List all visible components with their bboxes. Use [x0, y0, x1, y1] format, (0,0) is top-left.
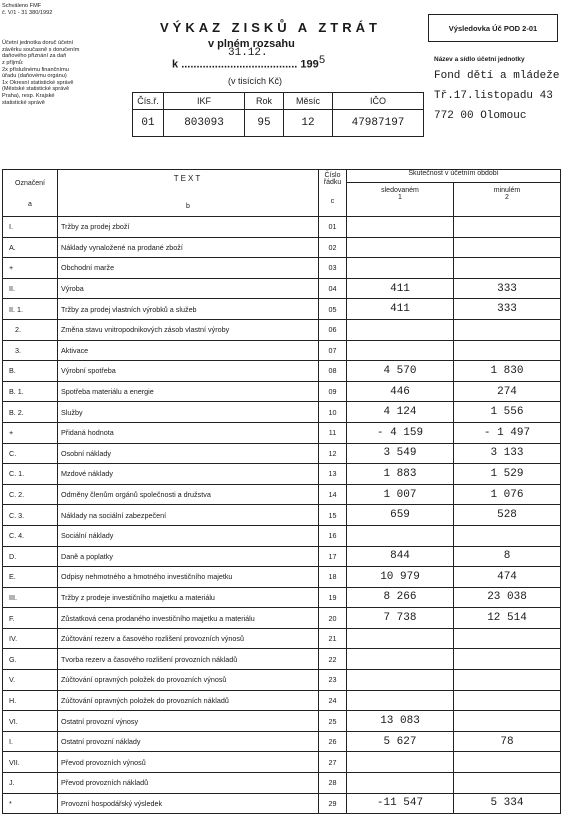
row-value-previous: 23 038: [454, 587, 561, 608]
row-number: 09: [319, 381, 347, 402]
row-number: 14: [319, 484, 347, 505]
table-row: [3, 319, 561, 340]
table-row: [3, 299, 561, 320]
row-code: 2.: [3, 319, 58, 340]
id-value-ico: 47987197: [333, 110, 424, 137]
table-row: [3, 628, 561, 649]
id-value-month: 12: [284, 110, 333, 137]
col-header-text: [58, 170, 319, 217]
table-row: [3, 731, 561, 752]
entity-address-line: 772 00 Olomouc: [434, 110, 527, 122]
row-value-current: - 4 159: [347, 422, 454, 443]
col-header-skutecnost: Skutečnost v účetním období: [347, 170, 561, 183]
row-code: D.: [3, 546, 58, 567]
row-value-previous: 1 076: [454, 484, 561, 505]
note-line: 1x Okresní statistické správě: [2, 79, 74, 86]
row-text: Osobní náklady: [58, 443, 319, 464]
row-value-current: 8 266: [347, 587, 454, 608]
table-row: [3, 340, 561, 361]
row-value-previous: 333: [454, 299, 561, 320]
row-value-current: 5 627: [347, 731, 454, 752]
id-header: IČO: [333, 93, 424, 110]
row-code: C. 4.: [3, 525, 58, 546]
note-line: (Městské statistické správě: [2, 86, 70, 93]
row-value-current: [347, 690, 454, 711]
table-row: [3, 608, 561, 629]
row-code: II.: [3, 278, 58, 299]
row-value-previous: [454, 773, 561, 794]
note-line: Schváleno FMF: [2, 3, 42, 9]
row-value-previous: 3 133: [454, 443, 561, 464]
row-value-previous: [454, 525, 561, 546]
row-value-current: 411: [347, 299, 454, 320]
row-code: II. 1.: [3, 299, 58, 320]
row-code: F.: [3, 608, 58, 629]
table-body: [3, 217, 561, 814]
row-value-previous: 78: [454, 731, 561, 752]
table-row: [3, 525, 561, 546]
row-value-previous: [454, 752, 561, 773]
id-header: Rok: [245, 93, 284, 110]
row-value-current: [347, 670, 454, 691]
row-text: Změna stavu vnitropodnikových zásob vlastní výroby: [58, 319, 319, 340]
row-value-current: [347, 773, 454, 794]
date-year-prefix: 199: [300, 58, 319, 71]
form-id-box: Výsledovka Úč POD 2-01: [428, 14, 558, 42]
col-header-label: Označení: [15, 180, 45, 187]
row-code: C. 1.: [3, 464, 58, 485]
row-text: Odpisy nehmotného a hmotného investičního majetku: [58, 567, 319, 588]
note-line: daňového přiznání za daň: [2, 53, 67, 60]
table-row: [3, 752, 561, 773]
row-value-current: [347, 319, 454, 340]
col-subheader: 2: [505, 194, 509, 201]
id-header: Měsíc: [284, 93, 333, 110]
row-code: V.: [3, 670, 58, 691]
row-value-current: 1 883: [347, 464, 454, 485]
note-line: závěrku současně s doručením: [2, 46, 80, 53]
row-value-current: [347, 752, 454, 773]
table-row: [3, 422, 561, 443]
row-value-current: [347, 649, 454, 670]
row-number: 04: [319, 278, 347, 299]
row-value-current: [347, 217, 454, 238]
col-header-label: sledovaném: [381, 187, 419, 194]
row-code: VI.: [3, 711, 58, 732]
row-code: C. 2.: [3, 484, 58, 505]
row-number: 24: [319, 690, 347, 711]
row-text: Tržby za prodej zboží: [58, 217, 319, 238]
row-text: Převod provozních nákladů: [58, 773, 319, 794]
row-text: Spotřeba materiálu a energie: [58, 381, 319, 402]
row-text: Odměny členům orgánů společnosti a družstva: [58, 484, 319, 505]
row-text: Zúčtování opravných položek do provozních výnosů: [58, 670, 319, 691]
row-code: IV.: [3, 628, 58, 649]
row-value-current: 844: [347, 546, 454, 567]
id-header: IKF: [164, 93, 245, 110]
col-subheader: c: [330, 198, 335, 205]
row-value-previous: 1 830: [454, 361, 561, 382]
row-number: 20: [319, 608, 347, 629]
table-row: [3, 793, 561, 814]
report-title: VÝKAZ ZISKŮ A ZTRÁT: [160, 20, 381, 35]
table-row: [3, 711, 561, 732]
id-value-row-number: 01: [133, 110, 164, 137]
row-text: Zúčtování opravných položek do provozních nákladů: [58, 690, 319, 711]
row-value-current: [347, 525, 454, 546]
row-code: G.: [3, 649, 58, 670]
row-number: 01: [319, 217, 347, 238]
row-value-current: 3 549: [347, 443, 454, 464]
table-row: [3, 361, 561, 382]
row-number: 08: [319, 361, 347, 382]
note-line: č. V/1 - 31 380/1992: [2, 9, 53, 16]
row-value-current: [347, 628, 454, 649]
table-row: [3, 278, 561, 299]
table-row: [3, 258, 561, 279]
row-text: Náklady na sociální zabezpečení: [58, 505, 319, 526]
units-note: (v tisících Kč): [228, 76, 283, 86]
row-value-current: 4 570: [347, 361, 454, 382]
row-value-previous: [454, 340, 561, 361]
row-value-current: 411: [347, 278, 454, 299]
row-value-previous: 1 556: [454, 402, 561, 423]
table-row: [3, 505, 561, 526]
date-dots: ......................................: [181, 58, 298, 71]
id-value-year: 95: [245, 110, 284, 137]
row-value-current: 10 979: [347, 567, 454, 588]
table-row: [3, 670, 561, 691]
table-row: [3, 484, 561, 505]
row-value-current: 1 007: [347, 484, 454, 505]
row-value-current: [347, 258, 454, 279]
col-subheader: b: [186, 203, 190, 210]
row-code: 3.: [3, 340, 58, 361]
id-header: Čís.ř.: [133, 93, 164, 110]
row-value-current: 7 738: [347, 608, 454, 629]
row-number: 06: [319, 319, 347, 340]
row-text: Zůstatková cena prodaného investičního majetku a materiálu: [58, 608, 319, 629]
row-value-previous: 1 529: [454, 464, 561, 485]
row-text: Mzdové náklady: [58, 464, 319, 485]
row-value-current: [347, 237, 454, 258]
identification-table: [132, 92, 424, 137]
note-line: Účetní jednotka doruč účetní: [2, 40, 74, 47]
row-text: Převod provozních výnosů: [58, 752, 319, 773]
entity-name-label: Název a sídlo účetní jednotky: [434, 56, 525, 63]
table-row: [3, 464, 561, 485]
row-value-previous: [454, 319, 561, 340]
row-text: Zúčtování rezerv a časového rozlišení provozních výnosů: [58, 628, 319, 649]
note-line: Praha), resp. Krajské: [2, 92, 55, 99]
row-value-previous: [454, 258, 561, 279]
row-number: 25: [319, 711, 347, 732]
row-value-previous: 274: [454, 381, 561, 402]
row-text: Tržby za prodej vlastních výrobků a služeb: [58, 299, 319, 320]
table-row: [3, 567, 561, 588]
row-number: 16: [319, 525, 347, 546]
table-row: [3, 443, 561, 464]
table-row: [3, 546, 561, 567]
row-text: Služby: [58, 402, 319, 423]
row-code: +: [3, 258, 58, 279]
profit-loss-table: [2, 169, 561, 814]
row-text: Aktivace: [58, 340, 319, 361]
row-text: Přidaná hodnota: [58, 422, 319, 443]
row-code: C. 3.: [3, 505, 58, 526]
col-header-oznaceni: [3, 170, 58, 217]
row-value-previous: [454, 628, 561, 649]
date-prefix: k: [172, 58, 179, 71]
row-code: B.: [3, 361, 58, 382]
row-value-previous: 333: [454, 278, 561, 299]
row-number: 17: [319, 546, 347, 567]
entity-address-line: Fond dětí a mládeže: [434, 70, 560, 82]
row-code: C.: [3, 443, 58, 464]
row-text: Ostatní provozní náklady: [58, 731, 319, 752]
row-number: 10: [319, 402, 347, 423]
row-value-current: 13 083: [347, 711, 454, 732]
row-number: 02: [319, 237, 347, 258]
table-row: [3, 217, 561, 238]
row-number: 03: [319, 258, 347, 279]
row-code: B. 2.: [3, 402, 58, 423]
row-text: Náklady vynaložené na prodané zboží: [58, 237, 319, 258]
report-subtitle: v plném rozsahu: [208, 38, 295, 50]
row-value-previous: 528: [454, 505, 561, 526]
row-number: 07: [319, 340, 347, 361]
date-year-digit: 5: [318, 55, 326, 67]
row-text: Tržby z prodeje investičního majetku a materiálu: [58, 587, 319, 608]
row-value-current: 659: [347, 505, 454, 526]
row-text: Tvorba rezerv a časového rozlišení provozních nákladů: [58, 649, 319, 670]
row-code: E.: [3, 567, 58, 588]
row-code: H.: [3, 690, 58, 711]
row-code: I.: [3, 731, 58, 752]
row-value-previous: 5 334: [454, 793, 561, 814]
date-day: 31.12.: [228, 47, 268, 59]
row-number: 22: [319, 649, 347, 670]
row-value-previous: - 1 497: [454, 422, 561, 443]
row-code: J.: [3, 773, 58, 794]
entity-address-line: Tř.17.listopadu 43: [434, 90, 553, 102]
note-line: statistické správě: [2, 99, 45, 106]
row-value-current: [347, 340, 454, 361]
row-text: Provozní hospodářský výsledek: [58, 793, 319, 814]
table-row: [3, 587, 561, 608]
row-text: Výrobní spotřeba: [58, 361, 319, 382]
row-number: 12: [319, 443, 347, 464]
row-text: Ostatní provozní výnosy: [58, 711, 319, 732]
row-value-previous: [454, 649, 561, 670]
row-value-current: -11 547: [347, 793, 454, 814]
row-text: Výroba: [58, 278, 319, 299]
note-line: z příjmů:: [2, 59, 24, 66]
table-row: [3, 237, 561, 258]
row-code: III.: [3, 587, 58, 608]
col-header-cislo: [319, 170, 347, 217]
col-header-label: Číslo řádku: [323, 172, 342, 186]
row-value-previous: [454, 711, 561, 732]
row-value-current: 4 124: [347, 402, 454, 423]
col-subheader: a: [28, 201, 32, 208]
row-code: I.: [3, 217, 58, 238]
row-text: Sociální náklady: [58, 525, 319, 546]
id-value-ikf: 803093: [164, 110, 245, 137]
table-row: [3, 381, 561, 402]
row-code: A.: [3, 237, 58, 258]
row-value-previous: 8: [454, 546, 561, 567]
row-number: 11: [319, 422, 347, 443]
approval-notes: [2, 3, 128, 106]
table-row: [3, 649, 561, 670]
note-line: úřadu (daňovému orgánu): [2, 73, 67, 80]
note-line: 2x příslušnému finančnímu: [2, 66, 69, 73]
col-header-label: TEXT: [173, 174, 203, 183]
row-number: 21: [319, 628, 347, 649]
col-header-minulem: [454, 183, 561, 217]
row-text: Obchodní marže: [58, 258, 319, 279]
row-code: B. 1.: [3, 381, 58, 402]
col-header-sledovanem: [347, 183, 454, 217]
row-value-current: 446: [347, 381, 454, 402]
row-number: 23: [319, 670, 347, 691]
row-value-previous: [454, 217, 561, 238]
table-row: [3, 690, 561, 711]
row-number: 15: [319, 505, 347, 526]
col-header-label: minulém: [493, 187, 521, 194]
table-row: [3, 773, 561, 794]
row-code: +: [3, 422, 58, 443]
row-code: *: [3, 793, 58, 814]
row-value-previous: [454, 237, 561, 258]
report-date: [172, 47, 326, 71]
col-subheader: 1: [398, 194, 402, 201]
row-number: 28: [319, 773, 347, 794]
row-text: Daně a poplatky: [58, 546, 319, 567]
row-number: 05: [319, 299, 347, 320]
row-number: 27: [319, 752, 347, 773]
row-number: 29: [319, 793, 347, 814]
row-value-previous: [454, 670, 561, 691]
row-code: VII.: [3, 752, 58, 773]
row-value-previous: 474: [454, 567, 561, 588]
row-number: 19: [319, 587, 347, 608]
row-value-previous: [454, 690, 561, 711]
row-number: 13: [319, 464, 347, 485]
row-value-previous: 12 514: [454, 608, 561, 629]
table-row: [3, 402, 561, 423]
row-number: 18: [319, 567, 347, 588]
row-number: 26: [319, 731, 347, 752]
